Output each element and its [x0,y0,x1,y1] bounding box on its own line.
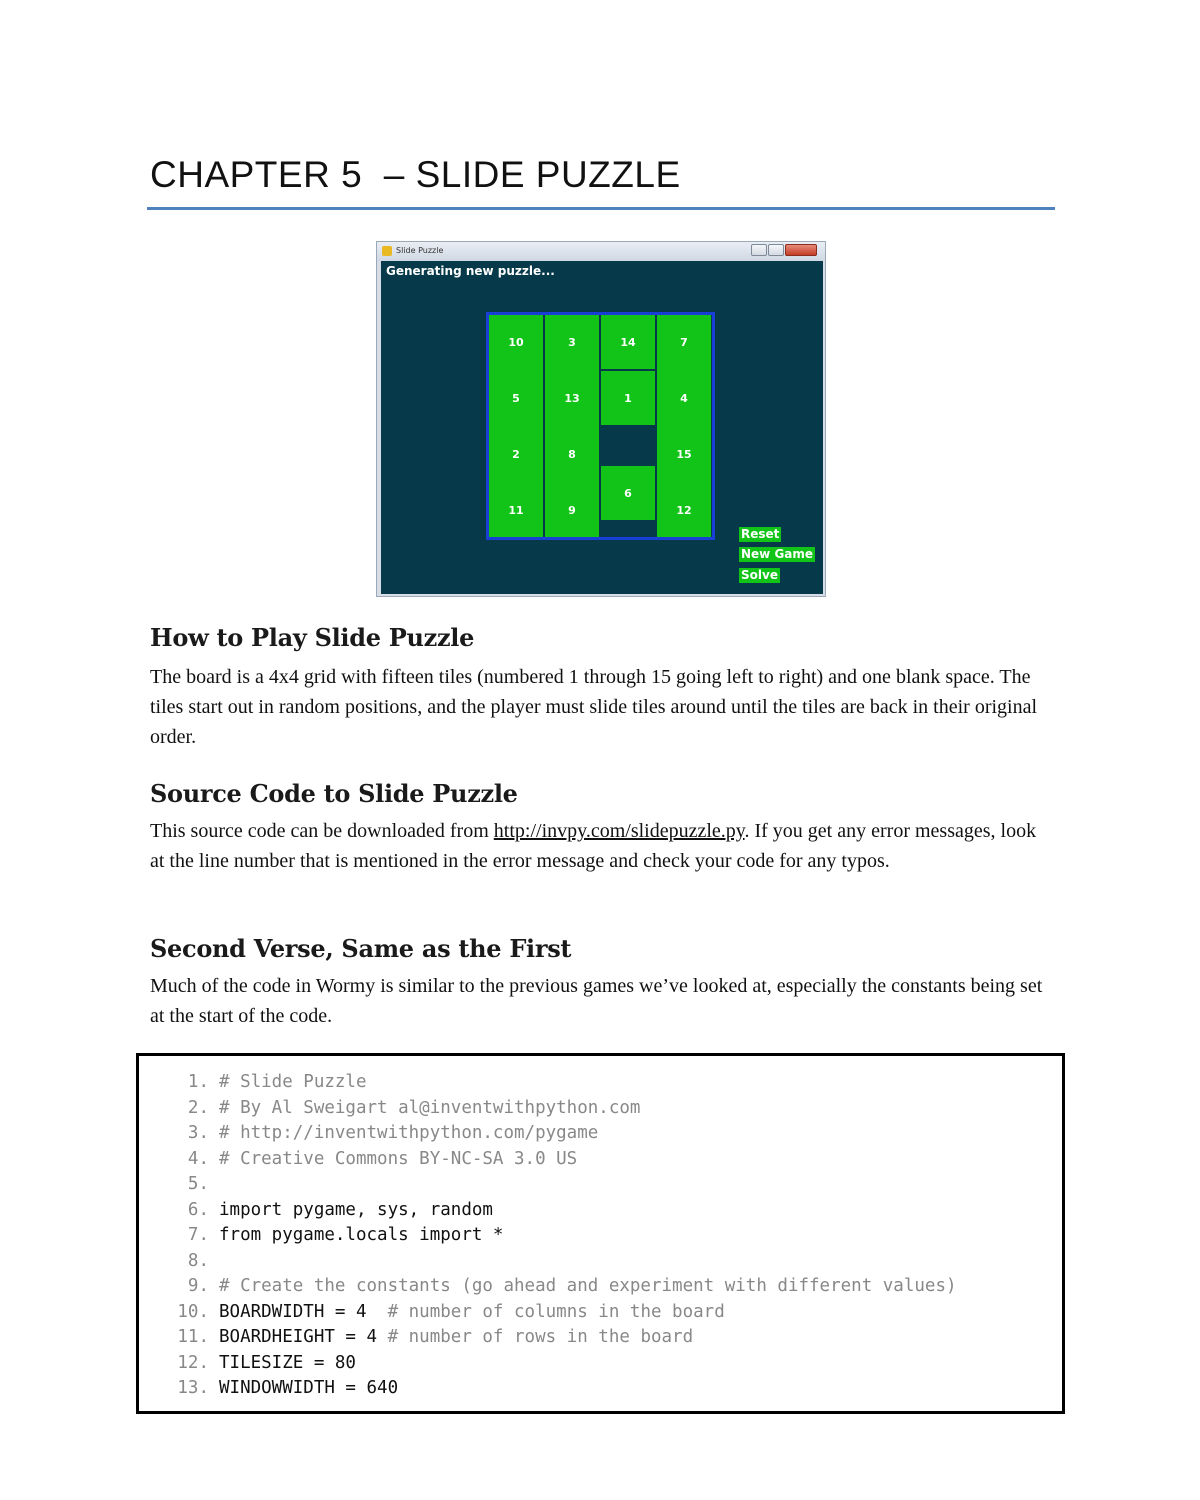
puzzle-tile: 12 [657,483,711,537]
line-number: 8. [187,1250,209,1271]
code-comment: # number of columns in the board [387,1301,725,1322]
code-line [169,1121,957,1147]
source-text-before: This source code can be downloaded from [150,820,494,842]
code-text: from pygame.locals import * [219,1225,504,1245]
line-number: 3. [187,1123,209,1143]
code-line [169,1198,957,1224]
code-line [169,1172,957,1198]
source-code-text [150,816,1055,876]
code-comment: # http://inventwithpython.com/pygame [219,1123,599,1143]
source-download-link[interactable]: http://invpy.com/slidepuzzle.py [493,820,745,842]
code-text: BOARDHEIGHT = 4 [219,1327,388,1347]
code-line [169,1070,957,1096]
puzzle-tile: 13 [545,371,599,425]
line-number: 2. [187,1097,209,1118]
code-comment: # number of rows in the board [387,1327,694,1347]
code-line [169,1351,957,1377]
line-number: 1. [187,1072,209,1092]
code-line [169,1274,957,1300]
code-comment: # By Al Sweigart al@inventwithpython.com [219,1097,641,1118]
solve-button: Solve [741,568,778,582]
second-verse-text: Much of the code in Wormy is similar to the previous games we’ve looked at, especially the constants being set at the start of the code. [150,975,1043,1027]
code-line [169,1325,957,1351]
reset-button: Reset [741,527,780,541]
puzzle-tile: 4 [657,371,711,425]
code-text: WINDOWWIDTH = 640 [219,1378,399,1398]
puzzle-tile: 2 [489,427,543,481]
game-message: Generating new puzzle... [386,264,555,278]
code-lines [169,1070,957,1402]
close-icon [785,244,817,256]
game-surface [381,261,823,594]
puzzle-tile: 6 [601,466,655,520]
puzzle-tile: 1 [601,371,655,425]
puzzle-tile: 8 [545,427,599,481]
puzzle-tile: 11 [489,483,543,537]
line-number: 9. [187,1276,209,1296]
puzzle-tile: 9 [545,483,599,537]
line-number: 10. [177,1301,209,1322]
code-text: BOARDWIDTH = 4 [219,1301,388,1322]
puzzle-tile: 15 [657,427,711,481]
code-listing [136,1053,1065,1414]
code-line [169,1147,957,1173]
code-line [169,1096,957,1122]
window-titlebar [377,242,825,261]
code-text: import pygame, sys, random [219,1199,493,1220]
line-number: 4. [187,1148,209,1169]
line-number: 12. [177,1352,209,1373]
line-number: 6. [187,1199,209,1220]
code-comment: # Create the constants (go ahead and experiment with different values) [219,1276,957,1296]
code-comment: # Slide Puzzle [219,1072,367,1092]
new-game-button: New Game [741,547,814,561]
puzzle-tile: 7 [657,315,711,369]
how-to-play-text: The board is a 4x4 grid with fifteen tiles (numbered 1 through 15 going left to right) and one blank space. The tiles start out in random positions, and the player must slide tiles around until the tiles are back in their original order. [150,666,1038,748]
second-verse-heading: Second Verse, Same as the First [150,934,572,963]
puzzle-tile: 3 [545,315,599,369]
source-code-heading: Source Code to Slide Puzzle [150,779,518,808]
source-text-after: . If you get any error messages, look at the line number that is mentioned in the error message and check your code for any typos. [150,820,1037,872]
pygame-icon [382,246,392,256]
chapter-divider [147,207,1055,210]
code-line [169,1223,957,1249]
code-line [169,1300,957,1326]
line-number: 13. [177,1378,209,1398]
how-to-play-heading: How to Play Slide Puzzle [150,623,475,652]
puzzle-tile: 14 [601,315,655,369]
code-text: TILESIZE = 80 [219,1352,356,1373]
puzzle-tile: 5 [489,371,543,425]
code-line [169,1376,957,1402]
line-number: 5. [187,1174,209,1194]
puzzle-tile: 10 [489,315,543,369]
puzzle-board [486,312,715,540]
code-comment: # Creative Commons BY-NC-SA 3.0 US [219,1148,578,1169]
code-line [169,1249,957,1275]
minimize-icon [751,244,767,256]
chapter-title: CHAPTER 5 – SLIDE PUZZLE [150,154,681,195]
line-number: 11. [177,1327,209,1347]
game-screenshot [376,241,826,597]
line-number: 7. [187,1225,209,1245]
window-title: Slide Puzzle [396,246,444,255]
maximize-icon [768,244,784,256]
